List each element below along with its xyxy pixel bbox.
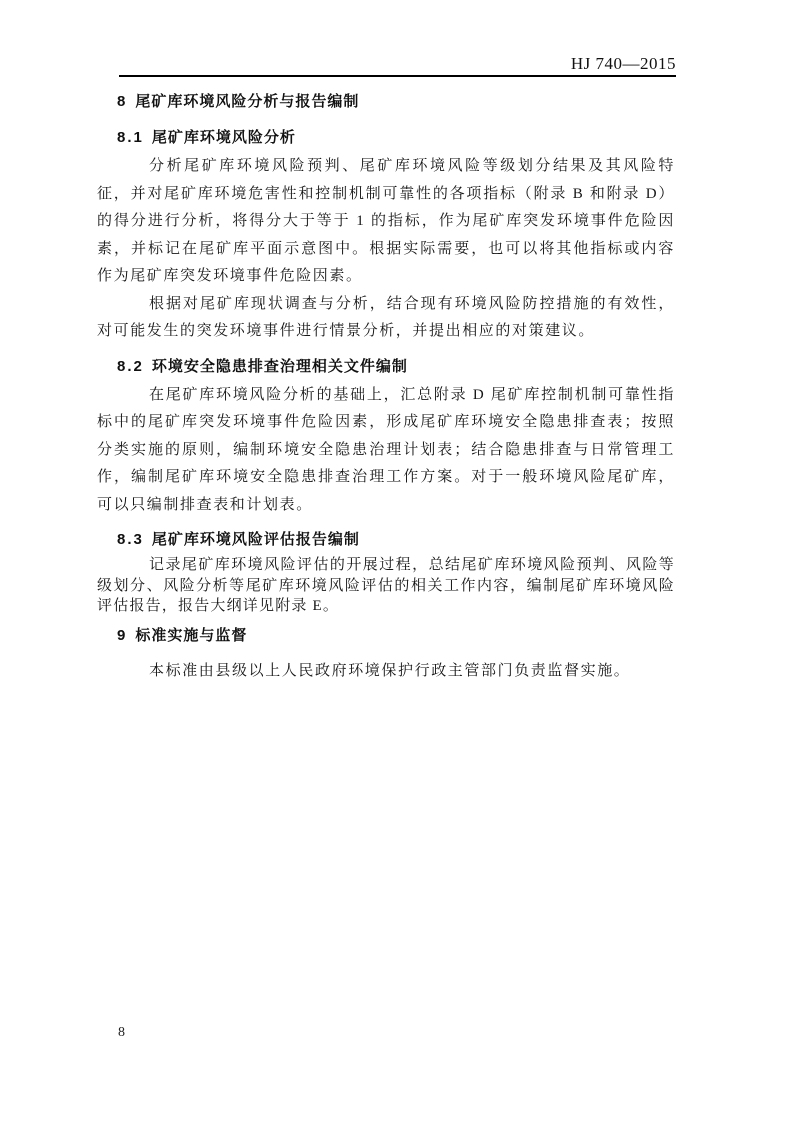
paragraph-8-2-a: 在尾矿库环境风险分析的基础上，汇总附录 D 尾矿库控制机制可靠性指标中的尾矿库突发环境事件危险因素，形成尾矿库环境安全隐患排查表；按照分类实施的原则，编制环境安全隐患治理计划表；结合隐患排查与日常管理工作，编制尾矿库环境安全隐患排查治理工作方案。对于一般环境风险尾矿库，可以只编制排查表和计划表。 (97, 386, 675, 513)
paragraph-9-a: 本标准由县级以上人民政府环境保护行政主管部门负责监督实施。 (149, 662, 631, 679)
section-number: 8 (117, 93, 128, 110)
subsection-title: 尾矿库环境风险评估报告编制 (151, 531, 360, 548)
section-heading-8 (117, 94, 675, 110)
subsection-heading-8-3 (117, 532, 675, 548)
subsection-heading-8-1 (117, 130, 675, 146)
subsection-heading-8-2 (117, 359, 675, 375)
header-divider-rule (119, 75, 676, 77)
subsection-number: 8.1 (117, 129, 144, 146)
page-number: 8 (118, 1025, 125, 1040)
subsection-number: 8.3 (117, 531, 144, 548)
section-number: 9 (117, 626, 128, 644)
document-content (97, 88, 675, 685)
paragraph-8-1-b: 根据对尾矿库现状调查与分析，结合现有环境风险防控措施的有效性，对可能发生的突发环境事件进行情景分析，并提出相应的对策建议。 (97, 295, 675, 339)
document-number-header: HJ 740—2015 (570, 54, 676, 73)
subsection-title: 环境安全隐患排查治理相关文件编制 (151, 357, 408, 375)
subsection-number: 8.2 (117, 357, 144, 375)
paragraph-8-1-a: 分析尾矿库环境风险预判、尾矿库环境风险等级划分结果及其风险特征，并对尾矿库环境危害性和控制机制可靠性的各项指标（附录 B 和附录 D）的得分进行分析，将得分大于等于 1 的指标，作为尾矿库突发环境事件危险因素，并标记在尾矿库平面示意图中。根据实际需要，也可以将其他指标或内容作为尾矿库突发环境事件危险因素。 (97, 158, 675, 284)
section-title: 尾矿库环境风险分析与报告编制 (135, 93, 360, 110)
subsection-title: 尾矿库环境风险分析 (151, 129, 296, 146)
section-heading-9 (117, 628, 675, 644)
paragraph-8-3-a: 记录尾矿库环境风险评估的开展过程，总结尾矿库环境风险预判、风险等级划分、风险分析等尾矿库环境风险评估的相关工作内容，编制尾矿库环境风险评估报告，报告大纲详见附录 E。 (97, 557, 675, 614)
section-title: 标准实施与监督 (135, 626, 248, 644)
